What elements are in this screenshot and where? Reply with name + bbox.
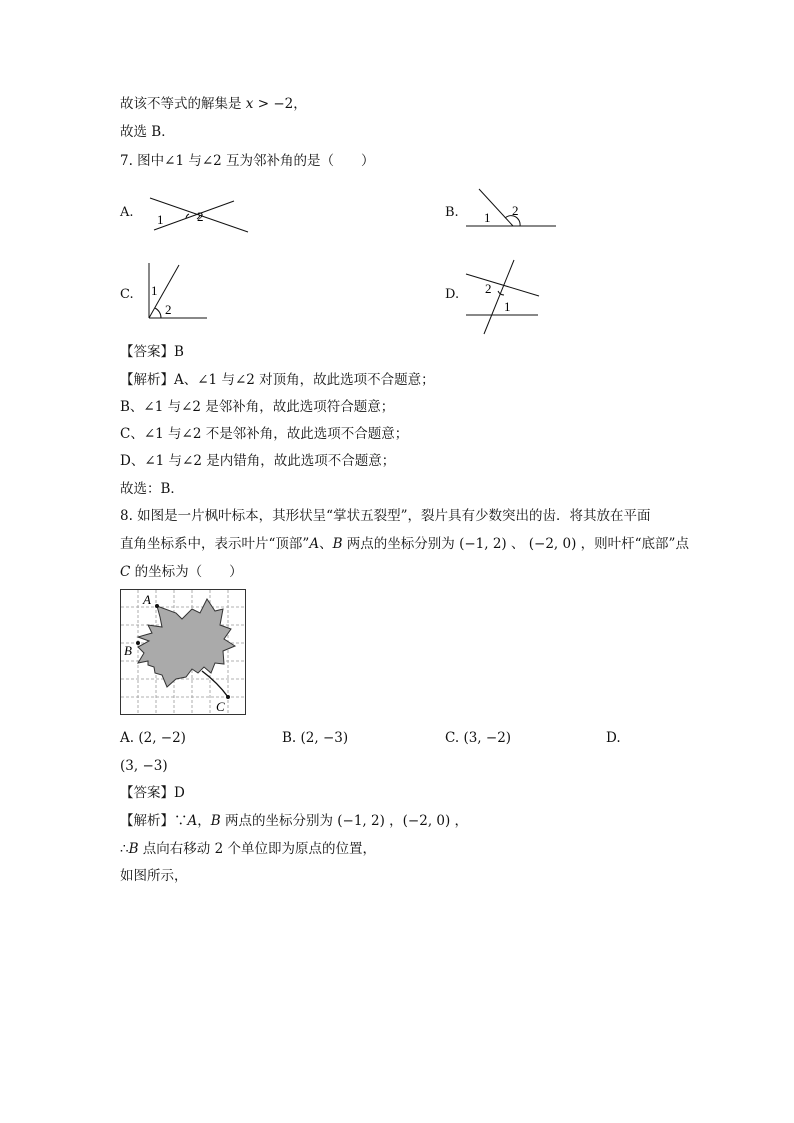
q7-analysis-line-4: D、∠1 与∠2 是内错角，故此选项不合题意； [120, 453, 396, 469]
point-b-ref: B [332, 536, 343, 552]
q8-option-c [445, 728, 511, 748]
q8-option-b [282, 728, 348, 748]
q8-stem-line-2 [120, 534, 689, 554]
point-c-ref: C [120, 564, 131, 580]
point-a-ref: A [187, 813, 198, 829]
option-label: D. [606, 730, 621, 746]
q7-option-b-figure [460, 185, 560, 230]
point-a [155, 604, 159, 608]
option-value: (2, −3) [300, 730, 349, 746]
angle-1-label: 1 [504, 299, 511, 314]
q8-option-d-value: (3, −3) [120, 758, 168, 774]
angle-1-label: 1 [484, 210, 491, 225]
q7-option-c-figure [140, 260, 215, 325]
q6-choice-line: 故选 B． [120, 124, 175, 140]
stem-text: 直角坐标系中，表示叶片“顶部” [120, 536, 310, 552]
q7-option-d-label: D. [445, 287, 460, 302]
analysis-head: 【解析】 [120, 372, 174, 388]
because-symbol: ∵ [174, 813, 188, 829]
q7-stem: 7. 图中∠1 与∠2 互为邻补角的是（ ） [120, 153, 375, 169]
maple-leaf-figure [120, 589, 248, 717]
option-label: C. [445, 730, 460, 746]
q7-option-b-label: B. [445, 205, 459, 220]
transversal [484, 260, 514, 334]
q8-analysis-line-1 [120, 811, 468, 831]
point-c [226, 695, 230, 699]
point-b-ref: B [128, 841, 139, 857]
angle-2-label: 2 [197, 209, 204, 224]
point-a-label: A [143, 592, 151, 607]
solution-set-text: 故该不等式的解集是 [120, 96, 242, 112]
q7-option-a-label: A. [120, 205, 134, 220]
angle-1-label: 1 [151, 283, 158, 298]
stem-text: 、 [319, 536, 333, 552]
option-label: B. [282, 730, 297, 746]
q8-stem-line-1: 8. 如图是一片枫叶标本，其形状呈“掌状五裂型”，裂片具有少数突出的齿．将其放在平面 [120, 508, 651, 524]
angle-arc [155, 308, 161, 318]
stem-text: 两点的坐标分别为 (−1, 2) 、 (−2, 0) ，则叶杆“底部”点 [342, 536, 689, 552]
option-value: (2, −2) [138, 730, 186, 746]
q8-analysis-line-3: 如图所示， [120, 868, 188, 884]
angle-2-label: 2 [512, 203, 519, 218]
variable-x: x [245, 96, 254, 112]
point-b-ref: B [210, 813, 221, 829]
analysis-text: 两点的坐标分别为 (−1, 2) ，(−2, 0) ， [220, 813, 469, 829]
angle-2-label: 2 [485, 281, 492, 296]
angle-1-label: 1 [157, 212, 164, 227]
angle-2-label: 2 [165, 302, 172, 317]
q7-option-a-figure [140, 188, 260, 238]
q7-conclusion: 故选：B． [120, 481, 184, 497]
q8-answer: 【答案】D [120, 785, 185, 801]
line-2 [154, 201, 234, 230]
option-value: (3, −2) [463, 730, 512, 746]
inequality-text: > −2， [253, 96, 307, 112]
analysis-text: 点向右移动 2 个单位即为原点的位置， [138, 841, 376, 857]
q7-analysis-line-3: C、∠1 与∠2 不是邻补角，故此选项不合题意； [120, 426, 409, 442]
q7-option-c-label: C. [120, 287, 134, 302]
point-a-ref: A [309, 536, 320, 552]
analysis-text: ， [197, 813, 211, 829]
point-b [136, 641, 140, 645]
point-b-label: B [124, 643, 132, 658]
q8-analysis-line-2 [120, 839, 376, 859]
q7-analysis-line-2: B、∠1 与∠2 是邻补角，故此选项符合题意； [120, 399, 395, 415]
q8-option-d [606, 728, 621, 748]
q8-option-a [120, 728, 186, 748]
upper-line [466, 274, 539, 296]
analysis-text: A、∠1 与∠2 对顶角，故此选项不合题意； [174, 372, 435, 388]
therefore-symbol: ∴ [120, 841, 129, 857]
option-label: A. [120, 730, 135, 746]
analysis-head: 【解析】 [120, 813, 174, 829]
solution-set-line [120, 94, 307, 114]
q8-stem-line-3 [120, 562, 243, 582]
q7-analysis-line-1 [120, 370, 435, 390]
point-c-label: C [216, 699, 225, 714]
q7-option-d-figure [462, 258, 544, 338]
stem-text: 的坐标为（ ） [130, 564, 243, 580]
q7-answer: 【答案】B [120, 344, 184, 360]
